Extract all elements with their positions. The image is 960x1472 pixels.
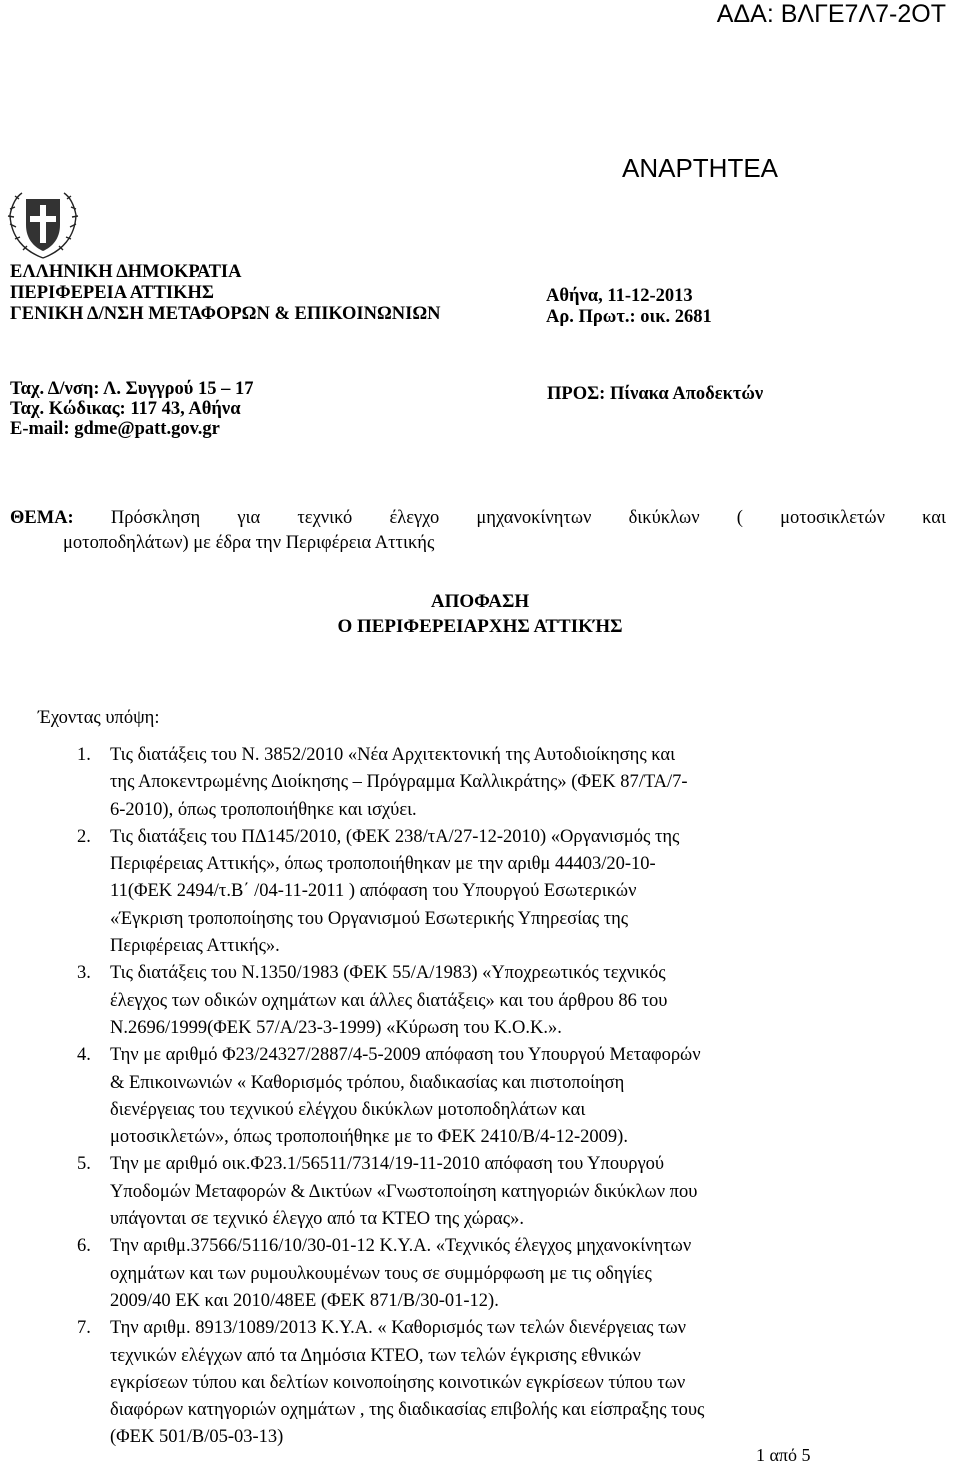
address-email: E-mail: gdme@patt.gov.gr	[10, 419, 220, 439]
item-text-line: Την με αριθμό οικ.Φ23.1/56511/7314/19-11-2010 απόφαση του Υπουργού	[110, 1154, 665, 1175]
consideration-item	[77, 1315, 945, 1451]
subject-word: μοτοσικλετών	[780, 508, 885, 528]
item-text-line: 11(ΦΕΚ 2494/τ.Β΄ /04-11-2011 ) απόφαση του Υπουργού Εσωτερικών	[110, 881, 637, 902]
consideration-item	[77, 742, 945, 824]
item-text-line: Τις διατάξεις του Ν.1350/1983 (ΦΕΚ 55/Α/1983) «Υποχρεωτικός τεχνικός	[110, 963, 666, 984]
subject-word: για	[237, 508, 261, 528]
greek-coat-of-arms-emblem	[4, 185, 82, 263]
subject-word: και	[922, 508, 946, 528]
item-number: 7.	[77, 1318, 91, 1339]
consideration-item	[77, 824, 945, 960]
item-text-line: οχημάτων και των ρυμουλκουμένων τους σε συμμόρφωση με τις οδηγίες	[110, 1263, 652, 1284]
considering-label: Έχοντας υπόψη:	[38, 708, 160, 728]
ada-code: ΑΔΑ: ΒΛΓΕ7Λ7-2ΟΤ	[716, 0, 946, 28]
item-text-line: Υποδομών Μεταφορών & Δικτύων «Γνωστοποίηση κατηγοριών δικύκλων που	[110, 1181, 698, 1202]
decision-authority: Ο ΠΕΡΙΦΕΡΕΙΑΡΧΗΣ ΑΤΤΙΚΉΣ	[337, 616, 623, 637]
considerations-list	[77, 742, 945, 1452]
subject-word: (	[736, 508, 743, 528]
subject-line-1	[10, 506, 946, 531]
page-number: 1 από 5	[756, 1445, 811, 1465]
item-text-line: διενέργειας του τεχνικού ελέγχου δικύκλων μοτοποδηλάτων και	[110, 1099, 586, 1120]
item-text-line: Περιφέρειας Αττικής», όπως τροποποιήθηκαν με την αριθμ 44403/20-10-	[110, 854, 656, 875]
header-line-country: ΕΛΛΗΝΙΚΗ ΔΗΜΟΚΡΑΤΙΑ	[10, 262, 242, 282]
decision-title: ΑΠΟΦΑΣΗ	[430, 591, 530, 612]
item-text-line: της Αποκεντρωμένης Διοίκησης – Πρόγραμμα Καλλικράτης» (ΦΕΚ 87/ΤΑ/7-	[110, 772, 688, 793]
item-number: 2.	[77, 826, 91, 847]
decision-heading	[0, 589, 960, 639]
item-text-line: Την αριθμ. 8913/1089/2013 Κ.Υ.Α. « Καθορισμός των τελών διενέργειας των	[110, 1318, 687, 1339]
header-line-region: ΠΕΡΙΦΕΡΕΙΑ ΑΤΤΙΚΗΣ	[10, 283, 215, 303]
consideration-item	[77, 1042, 945, 1151]
item-number: 6.	[77, 1236, 91, 1257]
item-text-line: 2009/40 ΕΚ και 2010/48ΕΕ (ΦΕΚ 871/Β/30-01-12).	[110, 1290, 499, 1311]
subject-word: δικύκλων	[628, 508, 700, 528]
consideration-item	[77, 1233, 945, 1315]
item-text-line: (ΦΕΚ 501/Β/05-03-13)	[110, 1427, 284, 1448]
item-text-line: Την αριθμ.37566/5116/10/30-01-12 Κ.Υ.Α. «Τεχνικός έλεγχος μηχανοκίνητων	[110, 1236, 692, 1257]
item-number: 4.	[77, 1045, 91, 1066]
item-text-line: Τις διατάξεις του ΠΔ145/2010, (ΦΕΚ 238/τΑ/27-12-2010) «Οργανισμός της	[110, 826, 680, 847]
subject-word: Πρόσκληση	[110, 508, 201, 528]
subject-block	[10, 506, 946, 556]
item-text-line: Περιφέρειας Αττικής».	[110, 936, 280, 957]
subject-line-2: μοτοποδηλάτων) με έδρα την Περιφέρεια Αττικής	[63, 533, 435, 553]
protocol-number: Αρ. Πρωτ.: οικ. 2681	[546, 307, 712, 327]
item-number: 1.	[77, 745, 91, 765]
item-text-line: υπάγονται σε τεχνικό έλεγχο από τα ΚΤΕΟ της χώρας».	[110, 1209, 524, 1230]
address-street: Ταχ. Δ/νση: Λ. Συγγρού 15 – 17	[10, 379, 254, 399]
item-text-line: «Έγκριση τροποποίησης του Οργανισμού Εσωτερικής Υπηρεσίας της	[110, 908, 629, 929]
anartitea-label: ΑΝΑΡΤΗΤΕΑ	[622, 153, 779, 183]
item-text-line: & Επικοινωνιών « Καθορισμός τρόπου, διαδικασίας και πιστοποίηση	[110, 1072, 625, 1093]
consideration-item	[77, 1151, 945, 1233]
item-text-line: 6-2010), όπως τροποποιήθηκε και ισχύει.	[110, 799, 417, 820]
header-line-directorate: ΓΕΝΙΚΗ Δ/ΝΣΗ ΜΕΤΑΦΟΡΩΝ & ΕΠΙΚΟΙΝΩΝΙΩΝ	[10, 304, 441, 324]
document-date: Αθήνα, 11-12-2013	[546, 286, 693, 306]
address-postal: Ταχ. Κώδικας: 117 43, Αθήνα	[10, 399, 241, 419]
address-block	[10, 379, 254, 439]
consideration-item	[77, 960, 945, 1042]
item-text-line: εγκρίσεων τύπου και δελτίων κοινοποίησης κοινοτικών εγκρίσεων τύπου των	[110, 1372, 686, 1393]
item-number: 3.	[77, 963, 91, 984]
issuer-header	[10, 262, 441, 325]
item-text-line: διαφόρων κατηγοριών οχημάτων , της διαδικασίας επιβολής και είσπραξης τους	[110, 1400, 705, 1421]
subject-word: τεχνικό	[297, 508, 353, 528]
subject-word: έλεγχο	[389, 508, 440, 528]
item-text-line: έλεγχος των οδικών οχημάτων και άλλες διατάξεις» και του άρθρου 86 του	[110, 990, 668, 1011]
subject-label: ΘΕΜΑ:	[10, 508, 74, 528]
recipient-line: ΠΡΟΣ: Πίνακα Αποδεκτών	[547, 384, 764, 404]
subject-word: μηχανοκίνητων	[476, 508, 592, 528]
item-text-line: μοτοσικλετών», όπως τροποποιήθηκε με το ΦΕΚ 2410/Β/4-12-2009).	[110, 1127, 628, 1148]
item-text-line: Την με αριθμό Φ23/24327/2887/4-5-2009 απόφαση του Υπουργού Μεταφορών	[110, 1045, 701, 1066]
date-protocol-block	[546, 286, 712, 328]
item-text-line: Τις διατάξεις του Ν. 3852/2010 «Νέα Αρχιτεκτονική της Αυτοδιοίκησης και	[110, 745, 676, 765]
item-text-line: τεχνικών ελέγχων από τα Δημόσια ΚΤΕΟ, των τελών έγκρισης εθνικών	[110, 1345, 641, 1366]
item-text-line: Ν.2696/1999(ΦΕΚ 57/Α/23-3-1999) «Κύρωση του Κ.Ο.Κ.».	[110, 1017, 562, 1038]
item-number: 5.	[77, 1154, 91, 1175]
